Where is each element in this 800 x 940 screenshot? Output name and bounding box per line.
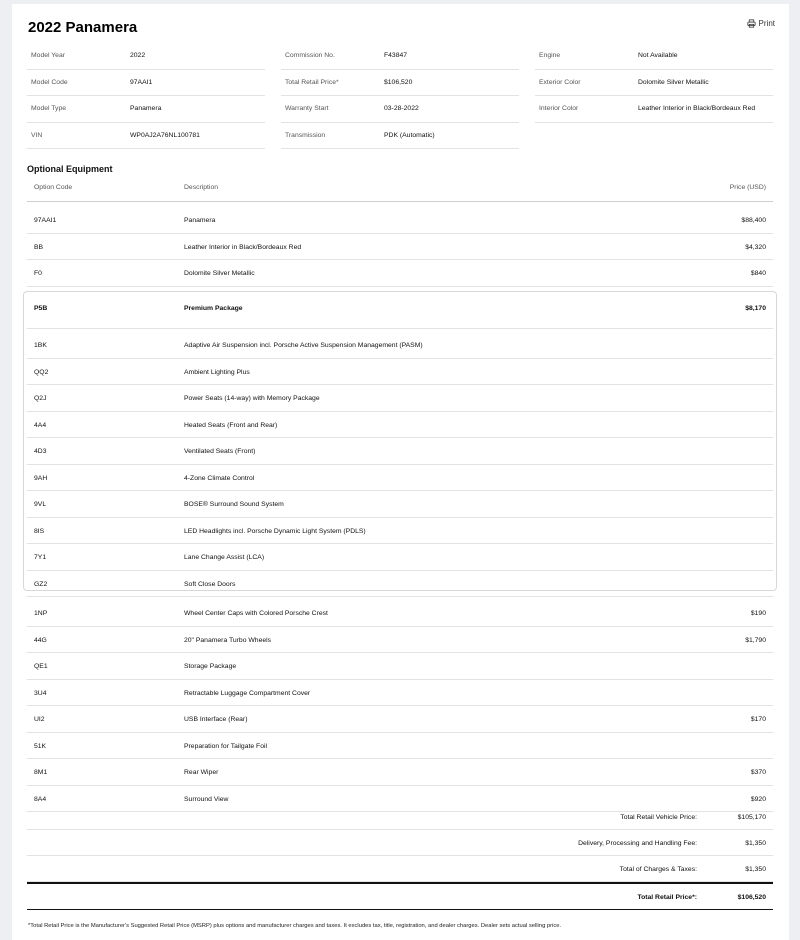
- option-description: 4-Zone Climate Control: [184, 474, 255, 482]
- option-description: Lane Change Assist (LCA): [184, 554, 265, 561]
- table-row: [27, 385, 773, 412]
- spec-row: [27, 70, 265, 97]
- option-code: 1NP: [34, 610, 48, 617]
- totals-section: [27, 804, 773, 910]
- option-price: $840: [750, 270, 766, 277]
- table-row: [27, 359, 773, 386]
- option-description: Soft Close Doors: [184, 580, 236, 588]
- option-code: GZ2: [34, 580, 48, 588]
- option-description: BOSE® Surround Sound System: [184, 501, 284, 508]
- option-code: UI2: [34, 716, 45, 723]
- table-row: [27, 332, 773, 359]
- spec-value: 2022: [130, 52, 146, 59]
- option-description: Surround View: [184, 795, 229, 803]
- spec-row: [27, 123, 265, 150]
- total-value: $1,350: [745, 866, 766, 873]
- spec-value: Dolomite Silver Metallic: [638, 78, 709, 86]
- total-row: [27, 856, 773, 882]
- spec-value: $106,520: [384, 78, 413, 86]
- option-price: $190: [750, 610, 766, 617]
- spec-label: Model Year: [31, 52, 66, 59]
- table-row: [27, 412, 773, 439]
- specs-column-2: [281, 43, 519, 149]
- printer-icon: [747, 19, 756, 28]
- option-code: 4D3: [34, 448, 47, 455]
- table-header: [27, 177, 773, 202]
- spec-row: [535, 96, 773, 123]
- spec-value: Panamera: [130, 105, 162, 112]
- option-price: $920: [750, 795, 766, 803]
- grand-total-row: [27, 882, 773, 910]
- table-row: [27, 653, 773, 680]
- option-code: 7Y1: [34, 554, 47, 561]
- option-code: 44G: [34, 636, 47, 644]
- package-header-row: [27, 292, 773, 329]
- specs-column-3: [535, 43, 773, 123]
- spec-label: Total Retail Price*: [285, 78, 339, 86]
- option-code: 51K: [34, 742, 47, 750]
- spec-label: Warranty Start: [285, 105, 329, 112]
- table-row: [27, 518, 773, 545]
- table-row: [27, 733, 773, 760]
- spec-label: Model Type: [31, 105, 67, 112]
- header-option-code: Option Code: [34, 184, 73, 191]
- option-code: 8IS: [34, 527, 45, 535]
- total-label: Delivery, Processing and Handling Fee:: [578, 840, 697, 847]
- spec-row: [281, 70, 519, 97]
- spec-row: [281, 43, 519, 70]
- package-code: P5B: [34, 305, 48, 312]
- spec-value: F43847: [384, 52, 408, 59]
- table-row: [27, 234, 773, 261]
- total-label: Total of Charges & Taxes:: [619, 866, 697, 873]
- table-row: [27, 465, 773, 492]
- header-price: Price (USD): [729, 184, 766, 191]
- table-row: [27, 680, 773, 707]
- option-code: Q2J: [34, 395, 47, 402]
- spec-value: 03-28-2022: [384, 105, 419, 112]
- spec-value: PDK (Automatic): [384, 131, 435, 139]
- spec-value: WP0AJ2A76NL100781: [130, 131, 200, 139]
- grand-total-label: Total Retail Price*:: [637, 894, 697, 901]
- option-description: 20" Panamera Turbo Wheels: [184, 636, 272, 644]
- option-code: 4A4: [34, 421, 47, 429]
- option-code: 8A4: [34, 795, 47, 803]
- option-code: 97AAI1: [34, 217, 57, 224]
- table-row: [27, 627, 773, 654]
- table-row: [27, 260, 773, 287]
- page-title: 2022 Panamera: [28, 19, 138, 36]
- table-row: [27, 544, 773, 571]
- spec-row: [27, 43, 265, 70]
- option-price: $88,400: [741, 217, 766, 224]
- spec-label: Transmission: [285, 131, 326, 139]
- print-label: Print: [758, 19, 775, 28]
- optional-equipment-title: Optional Equipment: [27, 164, 113, 174]
- option-description: Leather Interior in Black/Bordeaux Red: [184, 243, 302, 251]
- spec-row: [535, 70, 773, 97]
- total-value: $1,350: [745, 840, 766, 847]
- option-description: USB Interface (Rear): [184, 716, 248, 723]
- table-row: [27, 571, 773, 598]
- option-description: Adaptive Air Suspension incl. Porsche Active Suspension Management (PASM): [184, 342, 423, 349]
- package-price: $8,170: [745, 305, 766, 312]
- spec-row: [281, 123, 519, 150]
- option-code: QE1: [34, 663, 48, 670]
- option-description: Storage Package: [184, 663, 237, 670]
- option-description: Power Seats (14-way) with Memory Package: [184, 395, 320, 402]
- table-row: [27, 491, 773, 518]
- vehicle-details-card: [12, 4, 789, 940]
- option-code: 9AH: [34, 474, 48, 482]
- option-code: 1BK: [34, 342, 47, 349]
- print-button[interactable]: [747, 19, 775, 28]
- spec-label: Exterior Color: [539, 78, 581, 86]
- spec-value: 97AAI1: [130, 78, 153, 86]
- total-label: Total Retail Vehicle Price:: [620, 814, 697, 821]
- option-description: Panamera: [184, 217, 216, 224]
- option-description: Rear Wiper: [184, 769, 219, 776]
- table-row: [27, 438, 773, 465]
- grand-total-value: $106,520: [737, 894, 766, 901]
- header-description: Description: [184, 184, 218, 191]
- total-value: $105,170: [737, 814, 766, 821]
- footnote: *Total Retail Price is the Manufacturer's Suggested Retail Price (MSRP) plus options and manufacturer charges and taxes. It excludes tax, title, registration, and dealer charges. Dealer sets actual selling price.: [28, 923, 562, 929]
- spec-value: Leather Interior in Black/Bordeaux Red: [638, 105, 756, 112]
- spec-row: [27, 96, 265, 123]
- option-description: Wheel Center Caps with Colored Porsche Crest: [184, 610, 328, 617]
- spec-label: Engine: [539, 52, 561, 59]
- option-rows-top: [27, 207, 773, 287]
- specs-column-1: [27, 43, 265, 149]
- option-description: Dolomite Silver Metallic: [184, 270, 255, 277]
- option-code: BB: [34, 243, 44, 251]
- total-row: [27, 804, 773, 830]
- spec-label: Model Code: [31, 78, 68, 86]
- option-description: Retractable Luggage Compartment Cover: [184, 689, 311, 697]
- spec-label: VIN: [31, 131, 43, 139]
- spec-row: [281, 96, 519, 123]
- table-row: [27, 706, 773, 733]
- option-description: Ventilated Seats (Front): [184, 448, 256, 455]
- spec-value: Not Available: [638, 52, 678, 59]
- option-code: 9VL: [34, 501, 47, 508]
- option-description: LED Headlights incl. Porsche Dynamic Light System (PDLS): [184, 527, 366, 535]
- option-description: Ambient Lighting Plus: [184, 368, 250, 376]
- spec-label: Interior Color: [539, 105, 579, 112]
- package-item-rows: [27, 332, 773, 597]
- table-row: [27, 759, 773, 786]
- option-rows-bottom: [27, 600, 773, 812]
- option-code: 8M1: [34, 769, 48, 776]
- table-row: [27, 600, 773, 627]
- package-description: Premium Package: [184, 305, 243, 312]
- option-code: 3U4: [34, 689, 47, 697]
- option-price: $370: [750, 769, 766, 776]
- table-row: [27, 207, 773, 234]
- option-description: Heated Seats (Front and Rear): [184, 421, 278, 429]
- option-price: $1,790: [745, 636, 766, 644]
- option-price: $170: [750, 716, 766, 723]
- option-code: F0: [34, 270, 42, 277]
- total-row: [27, 830, 773, 856]
- option-description: Preparation for Tailgate Foil: [184, 742, 267, 750]
- spec-label: Commission No.: [285, 52, 335, 59]
- option-price: $4,320: [745, 243, 766, 251]
- spec-row: [535, 43, 773, 70]
- option-code: QQ2: [34, 368, 49, 376]
